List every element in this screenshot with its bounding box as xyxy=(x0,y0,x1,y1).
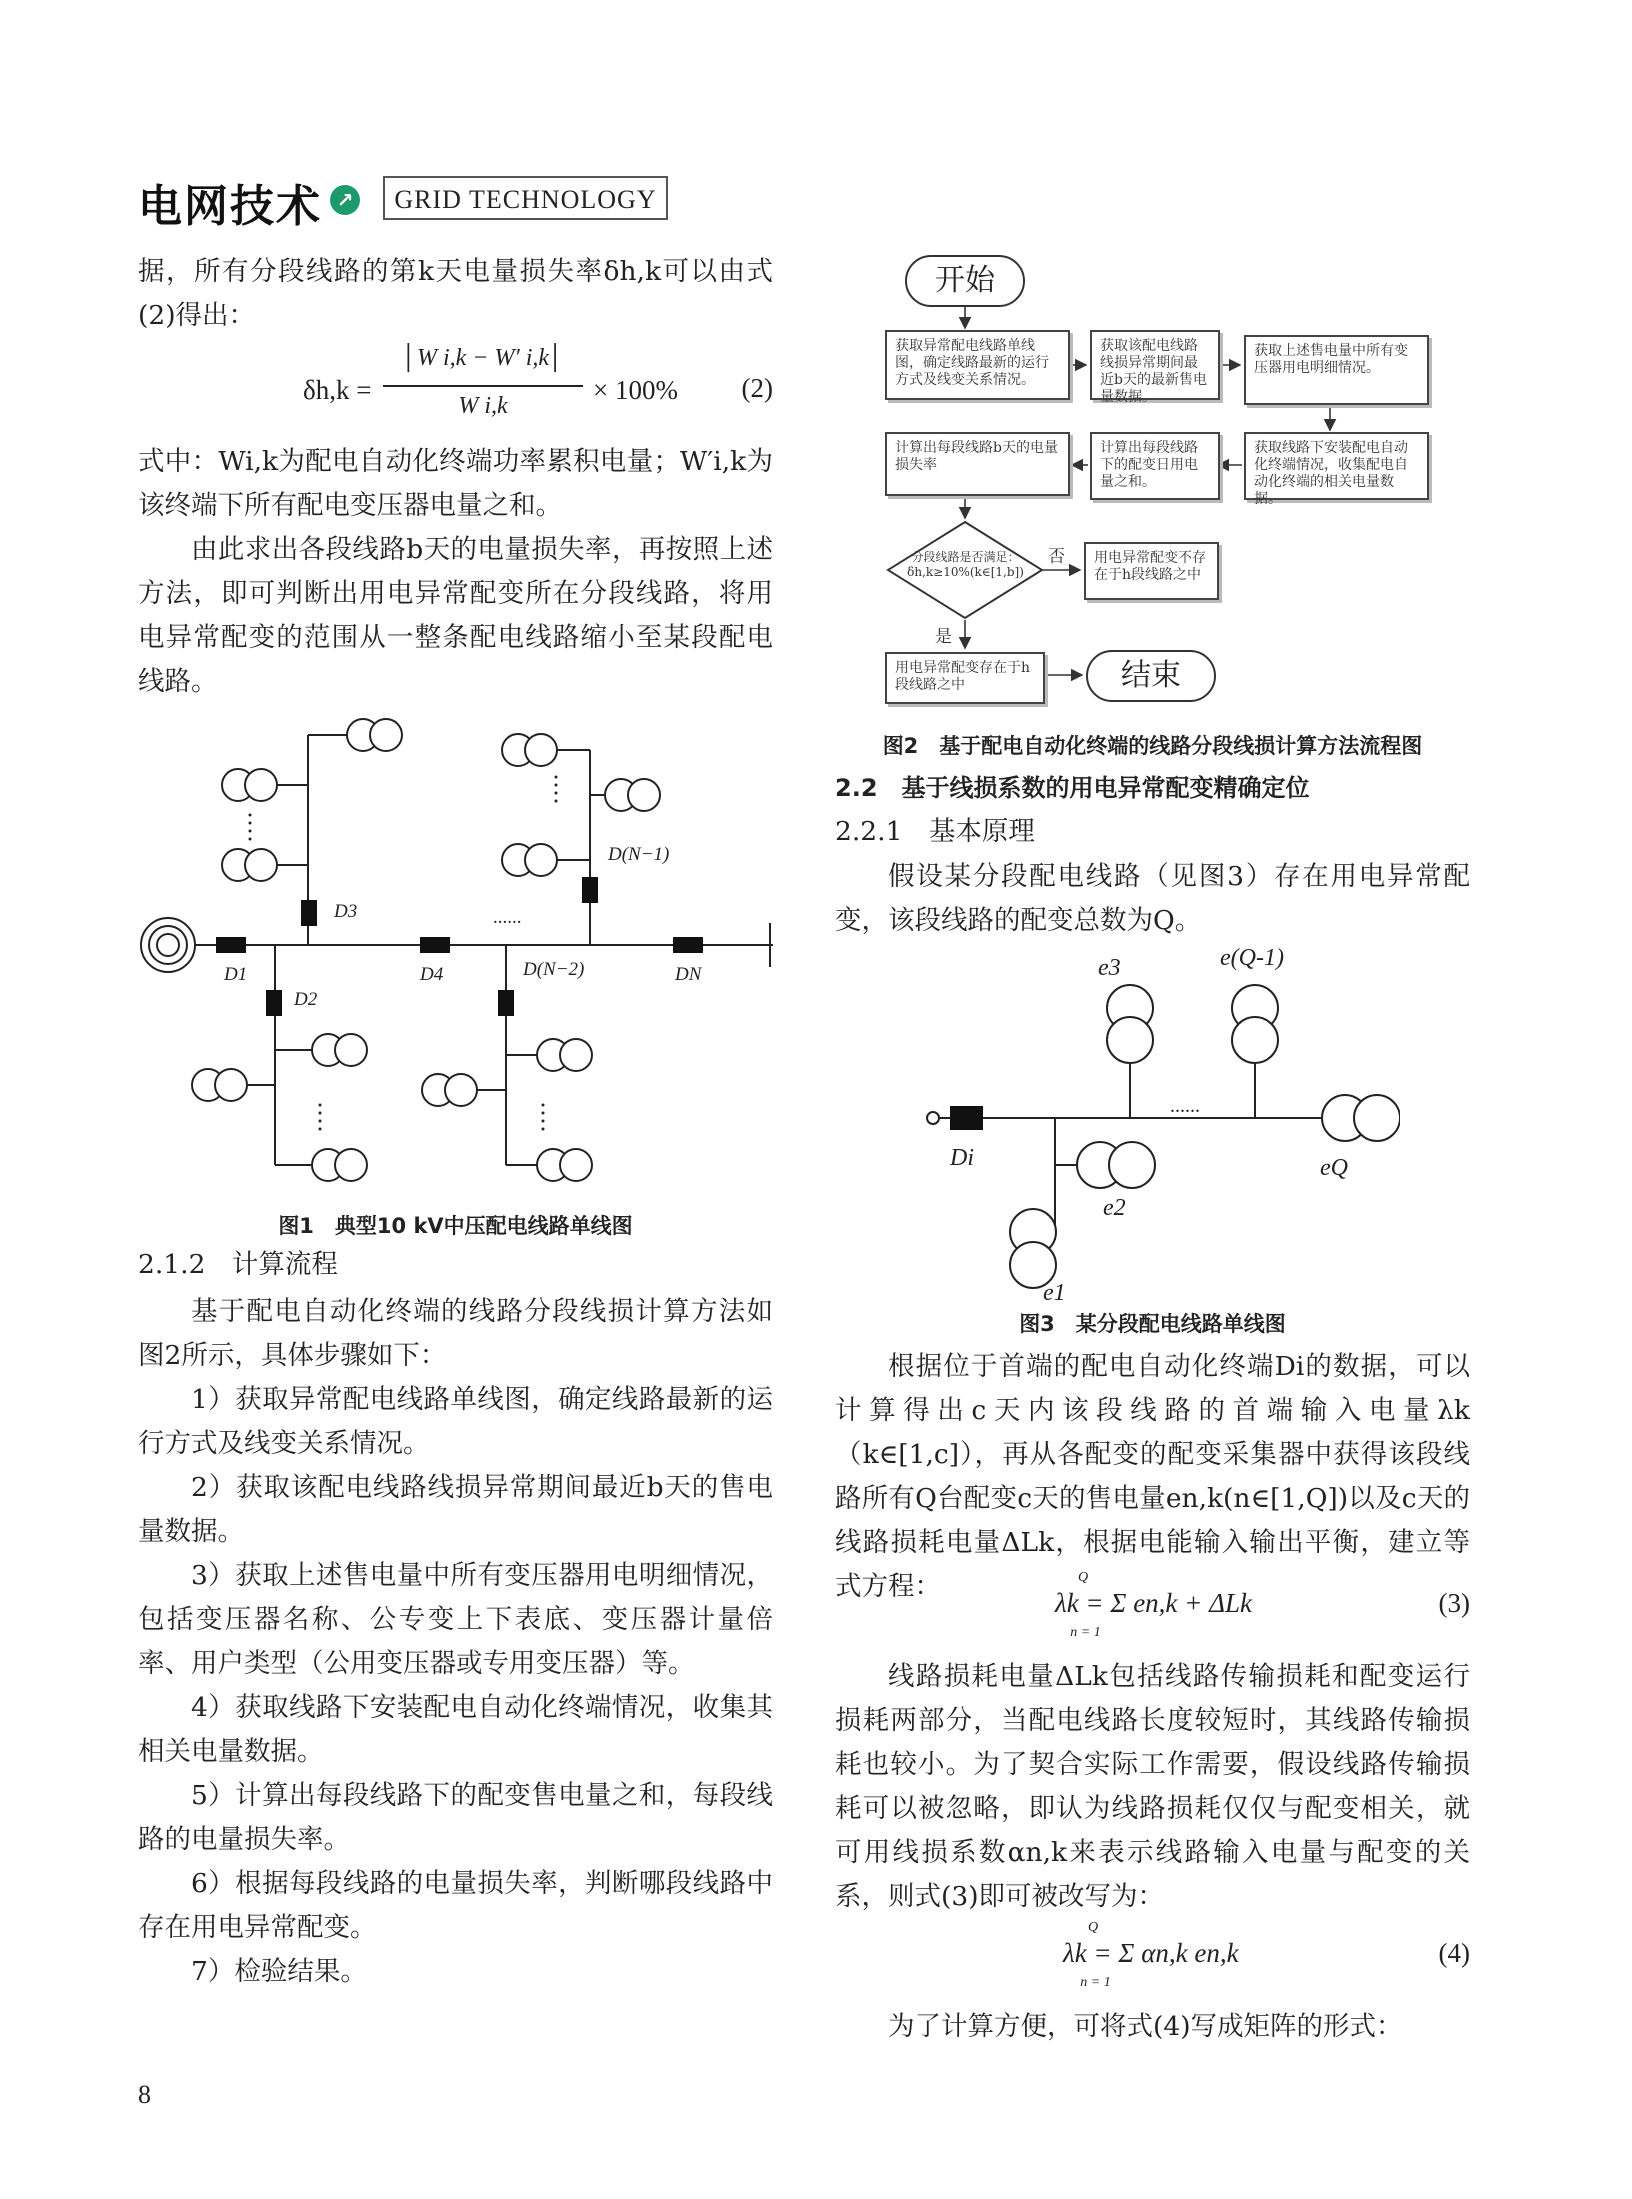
eq4-sum-bottom: n = 1 xyxy=(1080,1975,1111,1990)
flowchart-yes-label: 是 xyxy=(935,627,952,647)
flowchart-step-3: 获取上述售电量中所有变压器用电明细情况。 xyxy=(1244,335,1429,405)
fig1-label-dn2: D(N−2) xyxy=(523,959,585,980)
fig3-label-e2: e2 xyxy=(1103,1195,1126,1221)
arrow-up-right-icon: ↗ xyxy=(330,185,360,215)
fig3-label-eq1: e(Q-1) xyxy=(1220,945,1284,971)
eq3-sum-top: Q xyxy=(1077,1570,1089,1585)
eq4-sum-top: Q xyxy=(1087,1920,1099,1935)
equation-2 xyxy=(138,345,773,445)
figure-3-caption: 图3 某分段配电线路单线图 xyxy=(1019,1312,1286,1336)
eq2-lhs: δh,k = xyxy=(303,375,372,405)
step-item: 4）获取线路下安装配电自动化终端情况，收集其相关电量数据。 xyxy=(138,1692,773,1767)
paragraph-definitions: 式中：Wi,k为配电自动化终端功率累积电量；W′i,k为该终端下所有配电变压器电量之和。 xyxy=(138,446,773,521)
flowchart-decision: 分段线路是否满足：δh,k≥10%(k∈[1,b]) xyxy=(907,550,1024,579)
figure-2-flowchart xyxy=(860,250,1460,720)
section-2-1-2: 2.1.2 计算流程 xyxy=(138,1249,338,1280)
steps-list xyxy=(138,1378,773,1994)
fig3-label-di: Di xyxy=(950,1145,974,1171)
step-item: 1）获取异常配电线路单线图，确定线路最新的运行方式及线变关系情况。 xyxy=(138,1384,773,1459)
eq2-numerator: │W i,k − W′ i,k│ xyxy=(402,345,564,371)
figure-1-diagram xyxy=(138,705,778,1205)
fig3-label-eq: eQ xyxy=(1320,1155,1348,1181)
flowchart-step-1: 获取异常配电线路单线图，确定线路最新的运行方式及线变关系情况。 xyxy=(885,330,1070,400)
paragraph-intro: 据，所有分段线路的第k天电量损失率δh,k可以由式(2)得出： xyxy=(138,256,773,331)
paragraph-method: 由此求出各段线路b天的电量损失率，再按照上述方法，即可判断出用电异常配变所在分段线路，将用电异常配变的范围从一整条配电线路缩小至某段配电线路。 xyxy=(138,534,773,697)
step-item: 6）根据每段线路的电量损失率，判断哪段线路中存在用电异常配变。 xyxy=(138,1868,773,1943)
flowchart-step-6: 计算出每段线路b天的电量损失率 xyxy=(885,432,1070,496)
flowchart-step-2: 获取该配电线路线损异常期间最近b天的最新售电量数据。 xyxy=(1090,330,1220,400)
fig1-label-d3: D3 xyxy=(334,901,358,922)
figure-2-caption: 图2 基于配电自动化终端的线路分段线损计算方法流程图 xyxy=(882,734,1423,758)
fig1-label-d2: D2 xyxy=(294,989,318,1010)
flowchart-step-4: 获取线路下安装配电自动化终端情况，收集配电自动化终端的相关电量数据。 xyxy=(1244,432,1429,500)
paragraph-line-loss: 线路损耗电量ΔLk包括线路传输损耗和配变运行损耗两部分，当配电线路长度较短时，其线路传输损耗也较小。为了契合实际工作需要，假设线路传输损耗可以被忽略，即认为线路损耗仅仅与配变相关，就可用线损系数αn,k来表示线路输入电量与配变的关系，则式(3)即可被改写为： xyxy=(835,1661,1470,1912)
transformer-icons-fig3 xyxy=(1010,985,1400,1288)
paragraph-matrix-intro: 为了计算方便，可将式(4)写成矩阵的形式： xyxy=(888,2011,1403,2042)
eq2-number: (2) xyxy=(741,373,773,403)
paragraph-balance: 根据位于首端的配电自动化终端Di的数据，可以计算得出c天内该段线路的首端输入电量λk（k∈[1,c]），再从各配变的配变采集器中获得该段线路所有Q台配变c天的售电量en,k(n∈[1,Q])以及c天的线路损耗电量ΔLk，根据电能输入输出平衡，建立等式方程： xyxy=(835,1351,1470,1602)
page-number: 8 xyxy=(138,2080,151,2109)
step-item: 3）获取上述售电量中所有变压器用电明细情况，包括变压器名称、公专变上下表底、变压器计量倍率、用户类型（公用变压器或专用变压器）等。 xyxy=(138,1560,773,1679)
fig1-label-d4: D4 xyxy=(420,964,444,985)
eq3-sum-bottom: n = 1 xyxy=(1070,1625,1101,1640)
fraction-bar xyxy=(383,385,583,387)
flowchart-no-label: 否 xyxy=(1048,547,1065,567)
eq4-text: λk = Σ αn,k en,k xyxy=(1063,1938,1239,1968)
fig3-label-e3: e3 xyxy=(1098,955,1121,981)
fig1-label-dn1: D(N−1) xyxy=(608,844,670,865)
equation-4 xyxy=(835,1920,1470,2000)
step-item: 2）获取该配电线路线损异常期间最近b天的售电量数据。 xyxy=(138,1472,773,1547)
paragraph-assumption: 假设某分段配电线路（见图3）存在用电异常配变，该段线路的配变总数为Q。 xyxy=(835,861,1470,936)
fig1-label-d1: D1 xyxy=(224,964,248,985)
fig3-label-e1: e1 xyxy=(1043,1280,1066,1300)
section-2-2: 2.2 基于线损系数的用电异常配变精确定位 xyxy=(835,774,1310,802)
equation-3 xyxy=(835,1570,1470,1650)
fig1-dots: ...... xyxy=(493,907,522,928)
section-2-2-1: 2.2.1 基本原理 xyxy=(835,816,1035,847)
journal-english-title: GRID TECHNOLOGY xyxy=(383,176,668,220)
figure-3-diagram xyxy=(900,940,1400,1300)
eq2-tail: × 100% xyxy=(593,375,678,405)
eq3-text: λk = Σ en,k + ΔLk xyxy=(1055,1588,1252,1618)
flowchart-end: 结束 xyxy=(1086,650,1216,702)
eq2-denominator: W i,k xyxy=(458,393,508,419)
figure-1-caption: 图1 典型10 kV中压配电线路单线图 xyxy=(278,1214,633,1238)
journal-title: 电网技术 xyxy=(138,181,322,232)
step-item: 5）计算出每段线路下的配变售电量之和，每段线路的电量损失率。 xyxy=(138,1780,773,1855)
fig1-label-dn: DN xyxy=(675,964,702,985)
paragraph-steps-intro: 基于配电自动化终端的线路分段线损计算方法如图2所示，具体步骤如下： xyxy=(138,1296,773,1371)
eq3-number: (3) xyxy=(1438,1588,1470,1618)
flowchart-start: 开始 xyxy=(905,255,1025,307)
flowchart-step-5: 计算出每段线路下的配变日用电量之和。 xyxy=(1090,432,1220,500)
fig3-dots: ...... xyxy=(1170,1095,1200,1117)
flowchart-yes-result: 用电异常配变存在于h段线路之中 xyxy=(885,652,1045,704)
flowchart-no-result: 用电异常配变不存在于h段线路之中 xyxy=(1084,542,1219,600)
eq4-number: (4) xyxy=(1438,1938,1470,1968)
step-item: 7）检验结果。 xyxy=(191,1956,367,1987)
